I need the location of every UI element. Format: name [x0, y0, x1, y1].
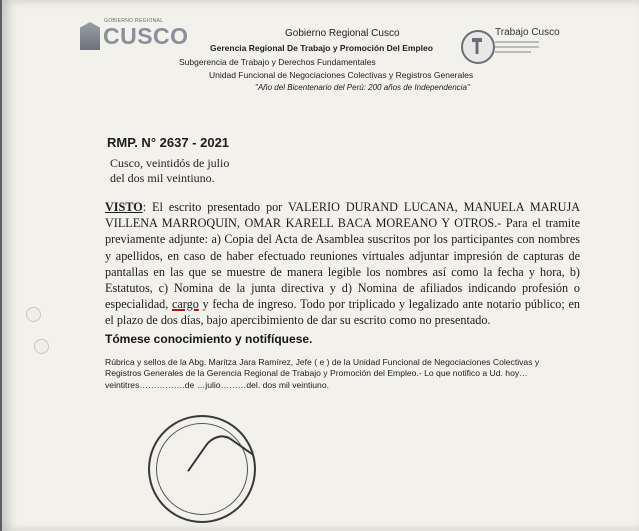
logo-subtext-line [495, 41, 539, 43]
body-text-part-1: : El escrito presentado por VALERIO DURAND LUCANA, MANUELA MARUJA VILLENA MARROQUIN, OMAR KARELL BACA MOREANO Y OTROS.- Para el tramite previamente adjunte: a) Copia del Acta de Asamblea suscritos por los participantes con nombres y apellidos, en caso de haber efectuado reuniones virtuales adjuntar impresión de capturas de pantallas en las que se muestre de manera legible los nombres así como la fecha y hora, b) Estatutos, c) Nomina de la junta directiva y d) Nomina de afiliados indicando profesión o especialidad, [105, 200, 580, 312]
logo-wordmark: CUSCO [103, 22, 189, 49]
header-government: Gobierno Regional Cusco [285, 28, 400, 39]
header-year-motto: "Año del Bicentenario del Perú: 200 años de Independencia" [255, 83, 470, 92]
punch-hole [34, 339, 49, 354]
visto-label: VISTO [105, 200, 143, 214]
trabajo-logo-title: Trabajo Cusco [495, 27, 560, 38]
logo-subtext-line [495, 51, 531, 53]
punch-hole [26, 307, 41, 322]
header-unidad: Unidad Funcional de Negociaciones Colectivas y Registros Generales [209, 70, 474, 80]
notify-statement: Tómese conocimiento y notifíquese. [105, 332, 313, 346]
logo-subtext-line [495, 46, 539, 48]
trabajo-emblem-icon [461, 30, 495, 64]
resolution-number: RMP. N° 2637 - 2021 [107, 135, 230, 150]
date-line-2: del dos mil veintiuno. [110, 171, 215, 185]
logo-small-text: GOBIERNO REGIONAL [104, 18, 164, 24]
header-subgerencia: Subgerencia de Trabajo y Derechos Fundamentales [179, 57, 376, 67]
cargo-underlined: cargo [171, 297, 199, 312]
document-page [2, 0, 639, 531]
date-line-1: Cusco, veintidós de julio [110, 156, 230, 170]
gobierno-regional-cusco-logo [80, 18, 189, 50]
document-date [110, 156, 229, 186]
document-body [105, 199, 580, 329]
body-text-part-2: y fecha de ingreso. Todo por triplicado y legalizado ante notario público; en el plazo de dos días, bajo apercibimiento de dar su escrito como no presentado. [105, 297, 580, 328]
header-gerencia: Gerencia Regional De Trabajo y Promoción Del Empleo [210, 43, 433, 53]
shield-icon [80, 22, 100, 50]
signature-notice: Rúbrica y sellos de la Abg. Maritza Jara Ramírez, Jefe ( e ) de la Unidad Funcional de Negociaciones Colectivas y Registros Generales de la Gerencia Regional de Trabajo y Promoción del Empleo.- Lo que notifico a Ud. hoy…veintitres…………….de …julio………del. dos mil veintiuno. [105, 357, 540, 390]
